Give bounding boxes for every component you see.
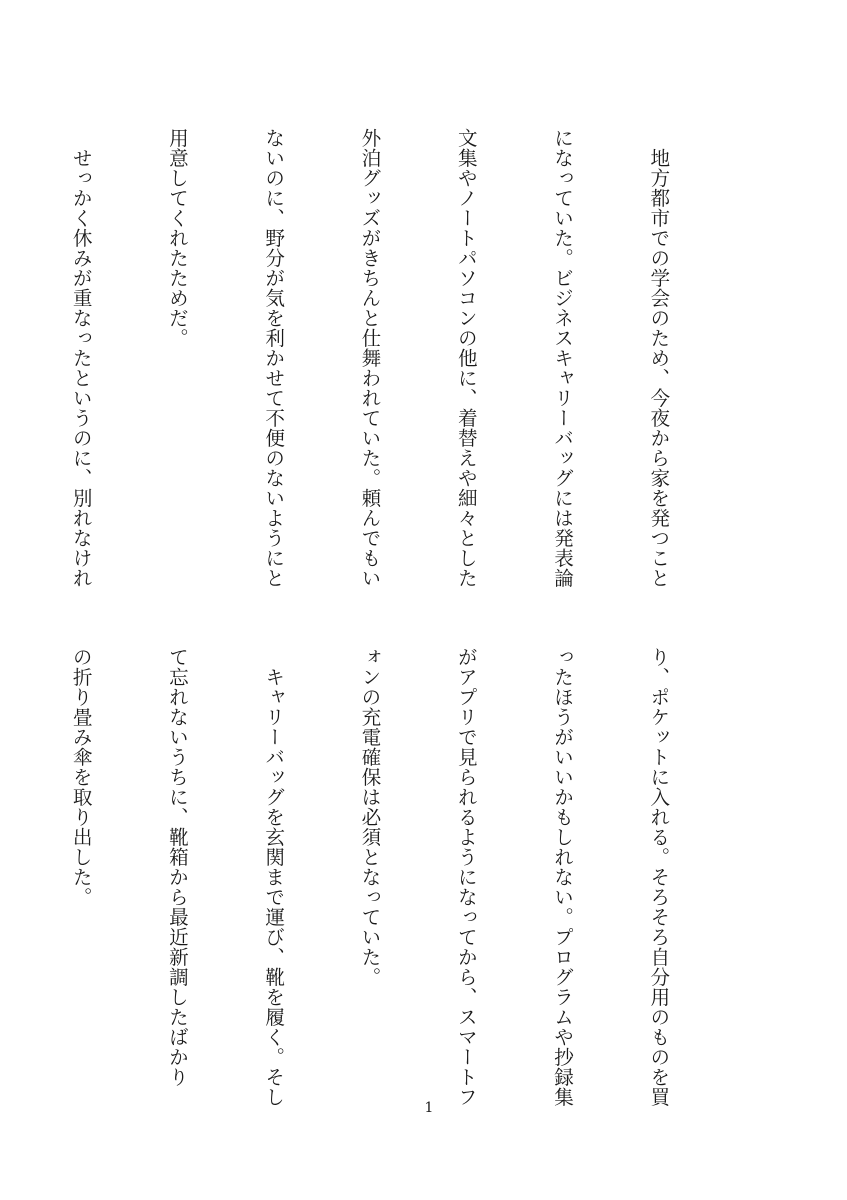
text-column: 用意してくれたためだ。 [165,128,189,348]
text-column: キャリーバッグを玄関まで運び、靴を履く。そし [261,647,285,1107]
text-column: の折り畳み傘を取り出した。 [69,647,93,907]
text-column: せっかく休みが重なったというのに、別れなけれ [69,128,93,588]
page-number: 1 [424,1100,434,1116]
text-column: て忘れないうちに、靴箱から最近新調したばかり [165,647,189,1087]
text-column: になっていた。ビジネスキャリーバッグには発表論 [550,128,574,588]
text-column: 外泊グッズがきちんと仕舞われていた。頼んでもい [357,128,381,588]
text-column: ォンの充電確保は必須となっていた。 [357,647,381,987]
text-column: り、ポケットに入れる。そろそろ自分用のものを買 [646,647,670,1107]
text-block-lower [69,647,738,1107]
text-column: ったほうがいいかもしれない。プログラムや抄録集 [550,647,574,1107]
text-block-upper [69,128,738,588]
text-column: 文集やノートパソコンの他に、着替えや細々とした [454,128,478,588]
text-column: がアプリで見られるようになってから、スマートフ [454,647,478,1107]
text-column: 地方都市での学会のため、今夜から家を発つこと [646,128,670,588]
text-column: ないのに、野分が気を利かせて不便のないようにと [261,128,285,588]
